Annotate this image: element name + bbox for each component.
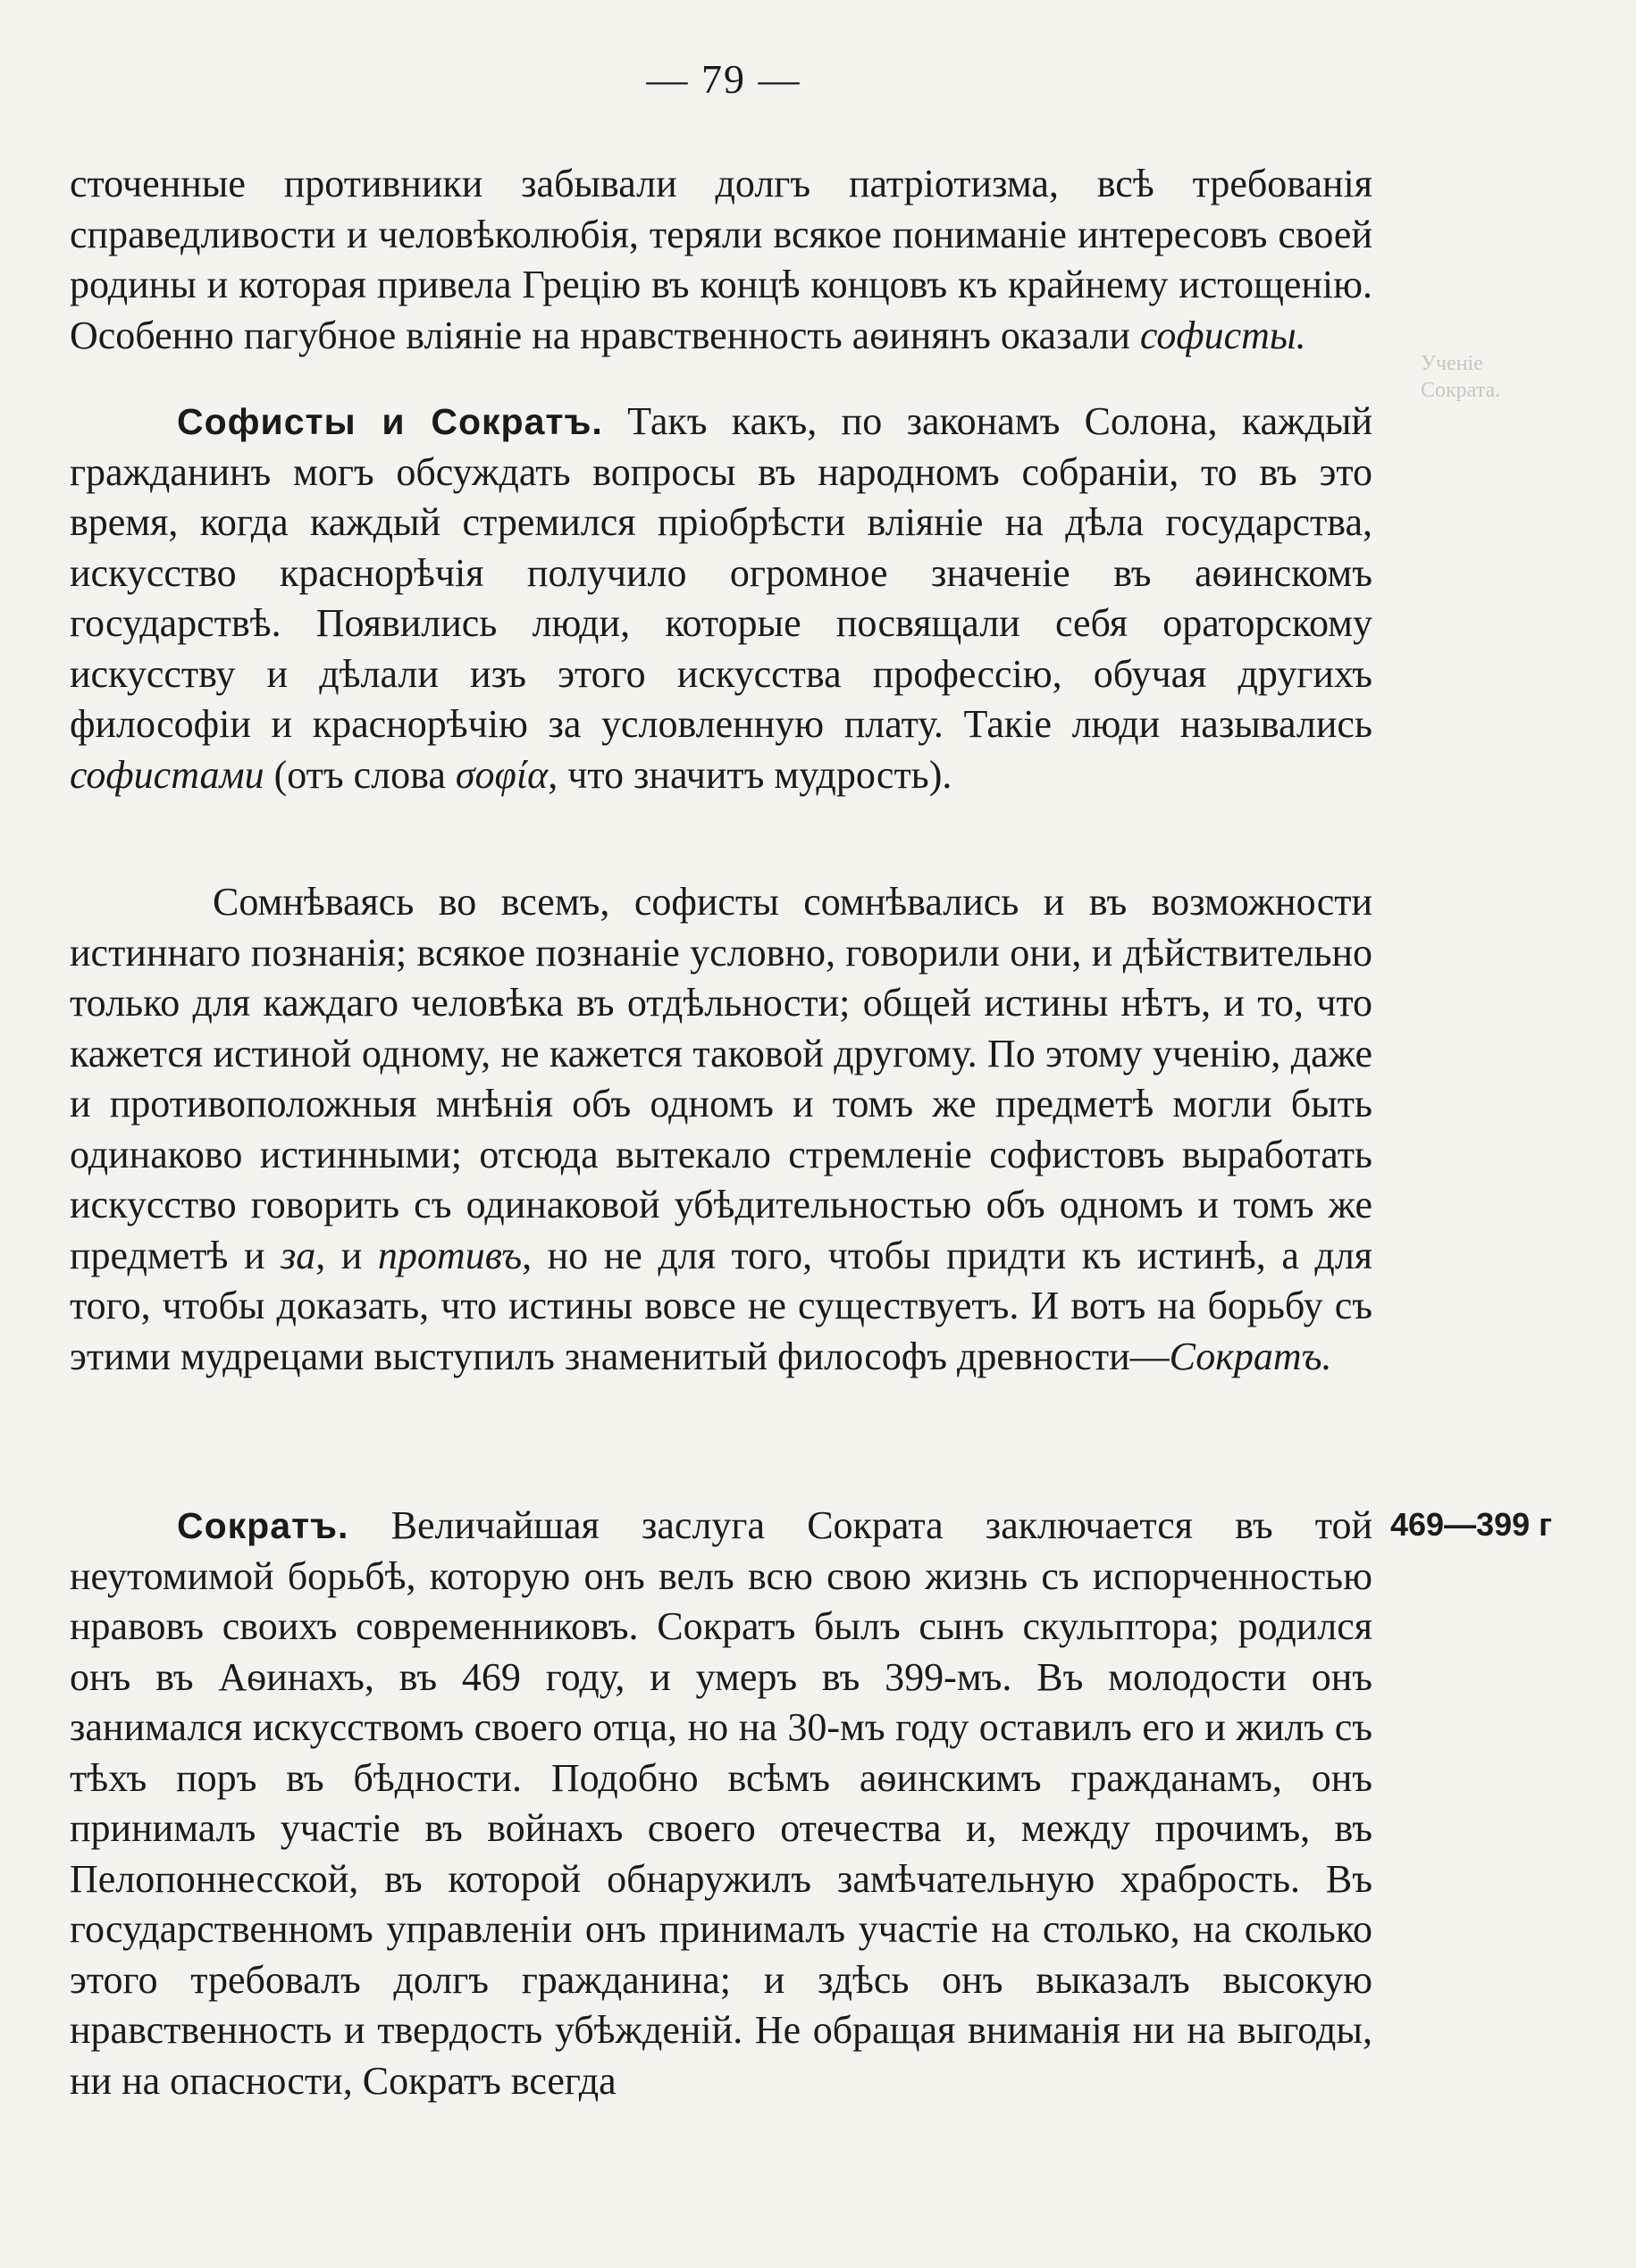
paragraph-text: сточенные противники забывали долгъ патріотизма, всѣ требованія справедливости и человѣколюбія, теряли всякое пониманіе интересовъ своей родины и которая привела Грецію въ концѣ концовъ къ крайнему истощенію. Особенно пагубное вліяніе на нравственность аѳинянъ оказали (70, 162, 1372, 357)
emphasis-term: за (281, 1233, 316, 1277)
paragraph-text: Такъ какъ, по законамъ Солона, каждый гражданинъ могъ обсуждать вопросы въ народномъ собраніи, то въ это время, когда каждый стремился пріобрѣсти вліяніе на дѣла государства, искусство краснорѣчія получило огромное значеніе въ аѳинскомъ государствѣ. Появились люди, которые посвящали себя ораторскому искусству и дѣлали изъ этого искусства профессію, обучая другихъ философіи и краснорѣчію за условленную плату. Такіе люди назывались (70, 399, 1372, 746)
paragraph-text: , но не для того, чтобы придти къ истинѣ, а для того, чтобы доказать, что истины вовсе не существуетъ. И вотъ на борьбу съ этими мудрецами выступилъ знаменитый философъ древности— (70, 1233, 1373, 1378)
section-heading: Софисты и Сократъ. (177, 401, 603, 442)
paragraph-text: Сомнѣваясь во всемъ, софисты сомнѣвались и въ возможности истиннаго познанія; всякое познаніе условно, говорили они, и дѣйствительно только для каждаго человѣка въ отдѣльности; общей истины нѣтъ, и то, что кажется истиной одному, не кажется таковой другому. По этому ученію, даже и противоположныя мнѣнія объ одномъ и томъ же предметѣ могли быть одинаково истинными; отсюда вытекало стремленіе софистовъ выработать искусство говорить съ одинаковой убѣдительностью объ одномъ и томъ же предметѣ и (70, 880, 1372, 1277)
paragraph-text: , и (315, 1233, 378, 1277)
paragraph-text: , что значитъ мудрость). (548, 752, 952, 797)
emphasis-term: Сократъ. (1169, 1334, 1332, 1378)
paragraph-sophists-doubt (70, 877, 1372, 1382)
bleed-line: Сократа. (1421, 379, 1501, 402)
bleed-line: Ученіе (1421, 352, 1483, 375)
emphasis-term: софисты. (1139, 313, 1306, 357)
page-number: — 79 — (646, 56, 801, 102)
section-socrates (70, 1501, 1372, 2106)
paragraph-text: Величайшая заслуга Сократа заключается въ той неутомимой борьбѣ, которую онъ велъ всю свою жизнь съ испорченностью нравовъ своихъ современниковъ. Сократъ былъ сынъ скульптора; родился онъ въ Аѳинахъ, въ 469 году, и умеръ въ 399-мъ. Въ молодости онъ занимался искусствомъ своего отца, но на 30-мъ году оставилъ его и жилъ съ тѣхъ поръ въ бѣдности. Подобно всѣмъ аѳинскимъ гражданамъ, онъ принималъ участіе въ войнахъ своего отечества и, между прочимъ, въ Пелопоннесской, въ которой обнаружилъ замѣчательную храбрость. Въ государственномъ управленіи онъ принималъ участіе на столько, на сколько этого требовалъ долгъ гражданина; и здѣсь онъ выказалъ высокую нравственность и твердость убѣжденій. Не обращая вниманія ни на выгоды, ни на опасности, Сократъ всегда (70, 1503, 1372, 2103)
margin-note-dates: 469—399 г (1390, 1506, 1553, 1543)
paragraph-continuation (70, 159, 1372, 361)
greek-word: σοφία (455, 752, 549, 797)
section-heading: Сократъ. (177, 1505, 349, 1546)
paragraph-text: (отъ слова (264, 752, 456, 797)
emphasis-term: софистами (70, 752, 264, 797)
emphasis-term: противъ (377, 1233, 523, 1277)
bleed-through-text (1421, 350, 1500, 404)
section-sophists-and-socrates (70, 397, 1372, 800)
